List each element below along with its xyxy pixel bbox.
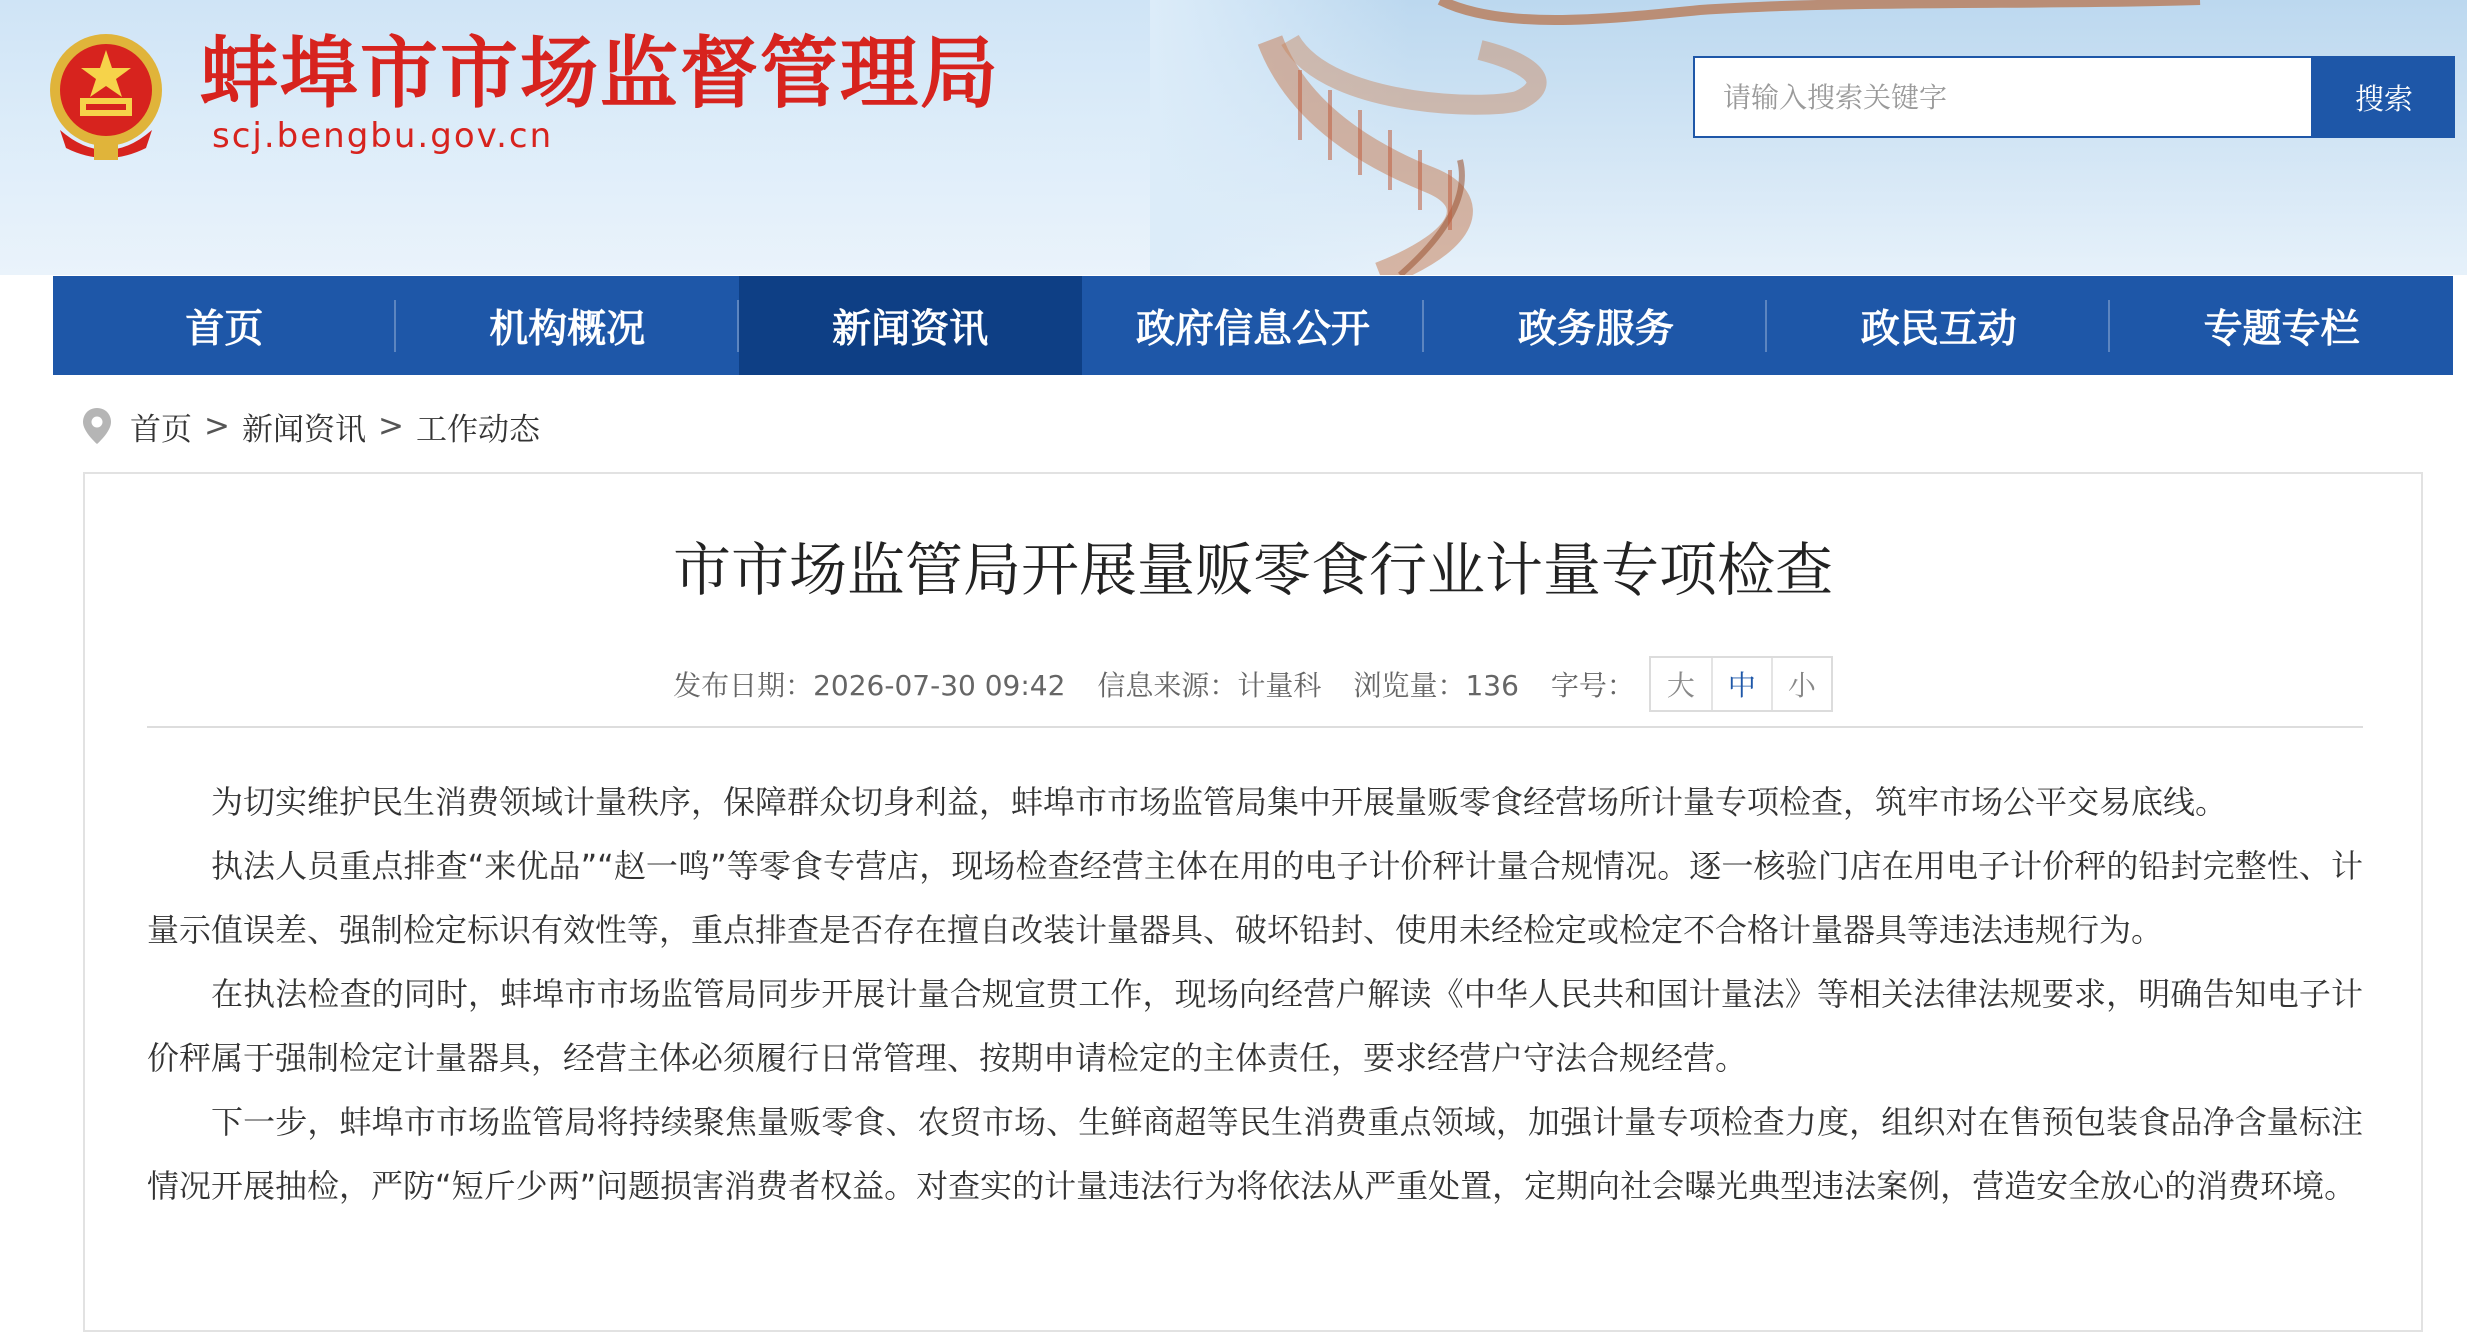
publish-date: 发布日期：2026-07-30 09:42 xyxy=(673,669,1066,702)
breadcrumb-home[interactable]: 首页 xyxy=(130,411,192,448)
breadcrumb-work-updates[interactable]: 工作动态 xyxy=(415,411,540,448)
nav-item-label: 政府信息公开 xyxy=(1136,306,1371,352)
article-content xyxy=(147,770,2363,1218)
site-title: 蚌埠市市场监督管理局 xyxy=(200,29,1001,119)
nav-item-news[interactable] xyxy=(739,276,1082,375)
article-panel xyxy=(83,472,2423,1332)
nav-item-label: 首页 xyxy=(185,306,264,352)
meta-divider xyxy=(147,726,2363,728)
breadcrumb-separator: > xyxy=(377,408,404,444)
nav-item-services[interactable] xyxy=(1424,276,1767,375)
article-title: 市市场监管局开展量贩零食行业计量专项检查 xyxy=(672,536,1833,604)
article-paragraph: 执法人员重点排查“来优品”“赵一鸣”等零食专营店，现场检查经营主体在用的电子计价秤计量合规情况。逐一核验门店在用电子计价秤的铅封完整性、计量示值误差、强制检定标识有效性等，重点排查是否存在擅自改装计量器具、破坏铅封、使用未经检定或检定不合格计量器具等违法违规行为。 xyxy=(147,847,2363,949)
breadcrumb-news[interactable]: 新闻资讯 xyxy=(241,411,366,448)
breadcrumb-separator: > xyxy=(204,408,230,444)
nav-item-label: 新闻资讯 xyxy=(832,306,989,352)
article-paragraph: 为切实维护民生消费领域计量秩序，保障群众切身利益，蚌埠市市场监管局集中开展量贩零食经营场所计量专项检查，筑牢市场公平交易底线。 xyxy=(211,783,2228,821)
search-button[interactable]: 搜索 xyxy=(2313,56,2455,138)
nav-item-label: 政务服务 xyxy=(1517,306,1674,352)
info-source: 信息来源：计量科 xyxy=(1097,669,1322,702)
font-size-label: 字号： xyxy=(1550,669,1635,702)
nav-item-label: 专题专栏 xyxy=(2203,306,2360,352)
font-size-medium-button[interactable]: 中 xyxy=(1711,658,1771,710)
search-input[interactable] xyxy=(1695,58,2311,136)
site-domain: scj.bengbu.gov.cn xyxy=(212,116,554,156)
site-header xyxy=(0,0,2467,275)
search-box xyxy=(1693,56,2313,138)
nav-item-topics[interactable] xyxy=(2110,276,2453,375)
nav-item-label: 机构概况 xyxy=(489,306,646,352)
nav-item-label: 政民互动 xyxy=(1860,306,2017,352)
article-paragraph: 下一步，蚌埠市市场监管局将持续聚焦量贩零食、农贸市场、生鲜商超等民生消费重点领域，加强计量专项检查力度，组织对在售预包装食品净含量标注情况开展抽检，严防“短斤少两”问题损害消费者权益。对查实的计量违法行为将依法从严重处置，定期向社会曝光典型违法案例，营造安全放心的消费环境。 xyxy=(147,1103,2363,1205)
article-meta xyxy=(85,656,2421,712)
nav-item-gov-info[interactable] xyxy=(1082,276,1425,375)
article-paragraph: 在执法检查的同时，蚌埠市市场监管局同步开展计量合规宣贯工作，现场向经营户解读《中华人民共和国计量法》等相关法律法规要求，明确告知电子计价秤属于强制检定计量器具，经营主体必须履行日常管理、按期申请检定的主体责任，要求经营户守法合规经营。 xyxy=(147,975,2363,1077)
nav-item-interaction[interactable] xyxy=(1767,276,2110,375)
location-pin-icon xyxy=(80,406,114,446)
national-emblem-logo xyxy=(46,30,166,162)
font-size-small-button[interactable]: 小 xyxy=(1771,658,1831,710)
nav-item-about[interactable] xyxy=(396,276,739,375)
font-size-large-button[interactable]: 大 xyxy=(1666,669,1695,702)
main-nav xyxy=(53,276,2453,375)
breadcrumb xyxy=(80,400,540,452)
font-size-selector xyxy=(1649,656,1833,712)
view-count: 浏览量：136 xyxy=(1353,669,1519,702)
nav-item-home[interactable] xyxy=(53,276,396,375)
